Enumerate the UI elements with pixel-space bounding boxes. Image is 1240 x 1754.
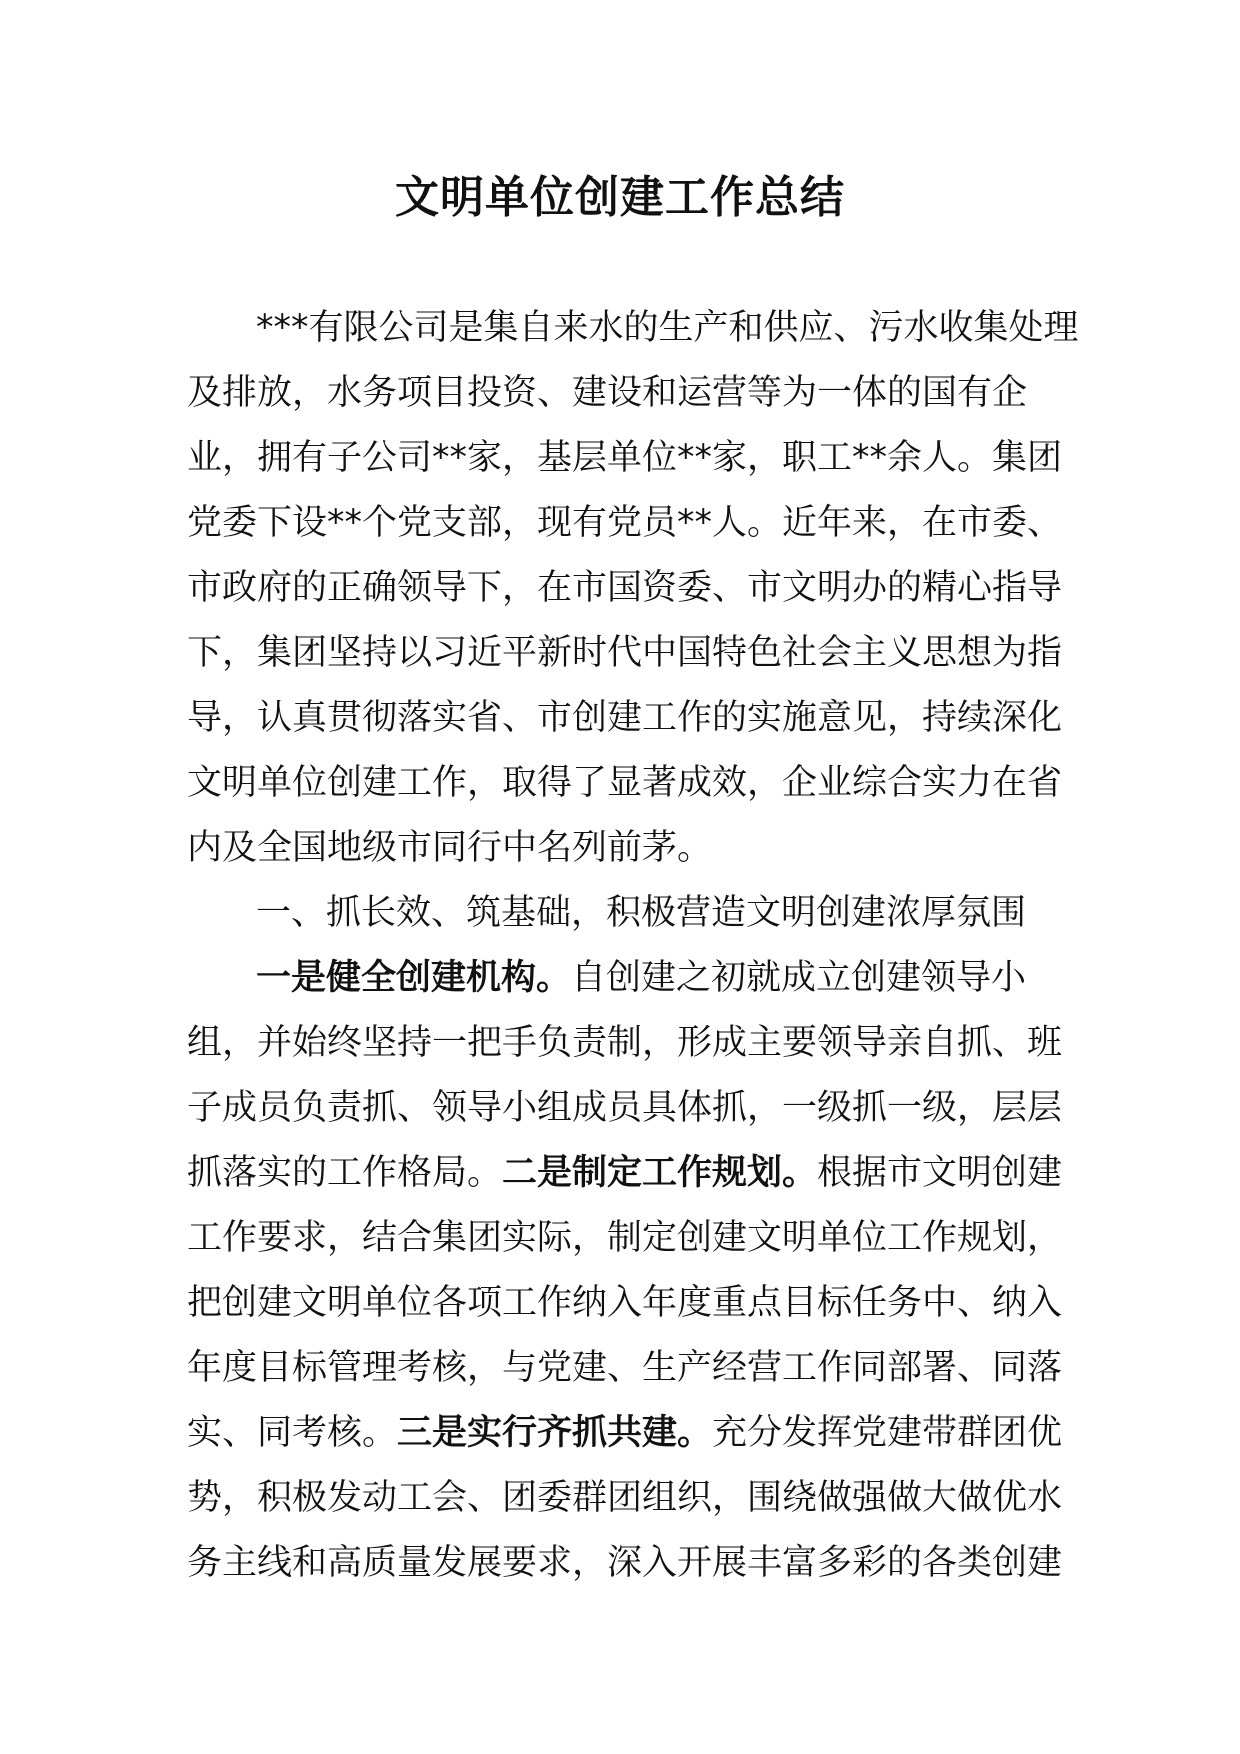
paragraph-line: 及排放，水务项目投资、建设和运营等为一体的国有企: [187, 373, 1028, 413]
paragraph-line: 工作要求，结合集团实际，制定创建文明单位工作规划，: [187, 1218, 1063, 1258]
paragraph-line: 文明单位创建工作，取得了显著成效，企业综合实力在省: [187, 763, 1063, 803]
bold-lead: 三是实行齐抓共建。: [397, 1413, 713, 1453]
paragraph-line: 组，并始终坚持一把手负责制，形成主要领导亲自抓、班: [187, 1023, 1063, 1063]
paragraph-line: 市政府的正确领导下，在市国资委、市文明办的精心指导: [187, 568, 1063, 608]
paragraph-line: 年度目标管理考核，与党建、生产经营工作同部署、同落: [187, 1348, 1063, 1388]
section-heading: 一、抓长效、筑基础，积极营造文明创建浓厚氛围: [256, 893, 1027, 933]
bold-lead: 一是健全创建机构。: [256, 958, 572, 998]
paragraph-line: ***有限公司是集自来水的生产和供应、污水收集处理: [256, 308, 1079, 348]
paragraph-line: 导，认真贯彻落实省、市创建工作的实施意见，持续深化: [187, 698, 1063, 738]
paragraph-line: 务主线和高质量发展要求，深入开展丰富多彩的各类创建: [187, 1543, 1063, 1583]
paragraph-line: 一是健全创建机构。自创建之初就成立创建领导小: [256, 958, 1027, 998]
paragraph-line: 子成员负责抓、领导小组成员具体抓，一级抓一级，层层: [187, 1088, 1063, 1128]
paragraph-line: 下，集团坚持以习近平新时代中国特色社会主义思想为指: [187, 633, 1063, 673]
paragraph-line: 把创建文明单位各项工作纳入年度重点目标任务中、纳入: [187, 1283, 1063, 1323]
paragraph-line: 势，积极发动工会、团委群团组织，围绕做强做大做优水: [187, 1478, 1063, 1518]
bold-lead: 二是制定工作规划。: [502, 1153, 818, 1193]
document-title: 文明单位创建工作总结: [395, 172, 845, 223]
paragraph-line: 内及全国地级市同行中名列前茅。: [187, 828, 713, 868]
paragraph-line: 党委下设**个党支部，现有党员**人。近年来，在市委、: [187, 503, 1063, 543]
paragraph-line: 实、同考核。三是实行齐抓共建。充分发挥党建带群团优: [187, 1413, 1063, 1453]
document-body: [187, 296, 1079, 1596]
paragraph-line: 抓落实的工作格局。二是制定工作规划。根据市文明创建: [187, 1153, 1063, 1193]
paragraph-line: 业，拥有子公司**家，基层单位**家，职工**余人。集团: [187, 438, 1063, 478]
